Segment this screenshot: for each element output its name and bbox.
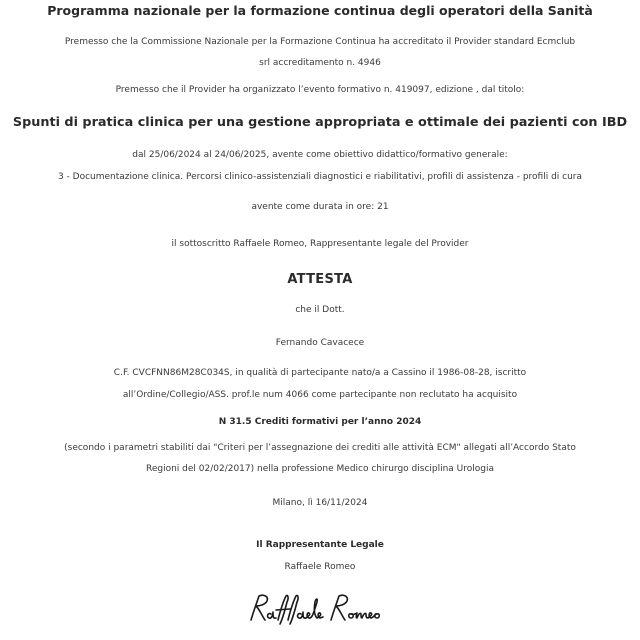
duration-line: avente come durata in ore: 21: [251, 202, 389, 212]
signature-image: [245, 590, 395, 626]
participant-name: Fernando Cavacece: [275, 338, 365, 348]
handwritten-signature: [0, 590, 640, 626]
period-line: dal 25/06/2024 al 24/06/2025, avente come obiettivo didattico/formativo generale:: [132, 150, 508, 160]
place-date: Milano, lì 16/11/2024: [272, 498, 368, 508]
cf-line1: C.F. CVCFNN86M28C034S, in qualità di partecipante nato/a a Cassino il 1986-08-28, iscritto: [113, 368, 527, 378]
params-line2: Regioni del 02/02/2017) nella professione Medico chirurgo disciplina Urologia: [145, 464, 495, 474]
legal-rep-name: Raffaele Romeo: [284, 562, 356, 572]
params-line1: (secondo i parametri stabiliti dai "Criteri per l’assegnazione dei crediti alle attività ECM" allegati all’Accordo Stato: [64, 443, 576, 453]
event-title: Spunti di pratica clinica per una gestione appropriata e ottimale dei pazienti con IBD: [12, 115, 628, 130]
header-title: Programma nazionale per la formazione continua degli operatori della Sanità: [47, 3, 593, 18]
premise-provider: Premesso che il Provider ha organizzato l’evento formativo n. 419097, edizione , dal titolo:: [115, 85, 525, 95]
objective-line: 3 - Documentazione clinica. Percorsi clinico-assistenziali diagnostici e riabilitativi, profili di assistenza - profili di cura: [57, 172, 583, 182]
premise-commission-line1: Premesso che la Commissione Nazionale per la Formazione Continua ha accreditato il Provider standard Ecmclub: [64, 37, 576, 47]
credits-line: N 31.5 Crediti formativi per l’anno 2024: [218, 417, 422, 427]
signatory-line: il sottoscritto Raffaele Romeo, Rappresentante legale del Provider: [171, 239, 469, 249]
legal-rep-title: Il Rappresentante Legale: [256, 540, 384, 550]
attesta-heading: ATTESTA: [287, 272, 353, 287]
cf-line2: all’Ordine/Collegio/ASS. prof.le num 4066 come partecipante non reclutato ha acquisito: [122, 390, 518, 400]
che-il-dott: che il Dott.: [295, 305, 345, 315]
premise-commission-line2: srl accreditamento n. 4946: [259, 58, 381, 68]
